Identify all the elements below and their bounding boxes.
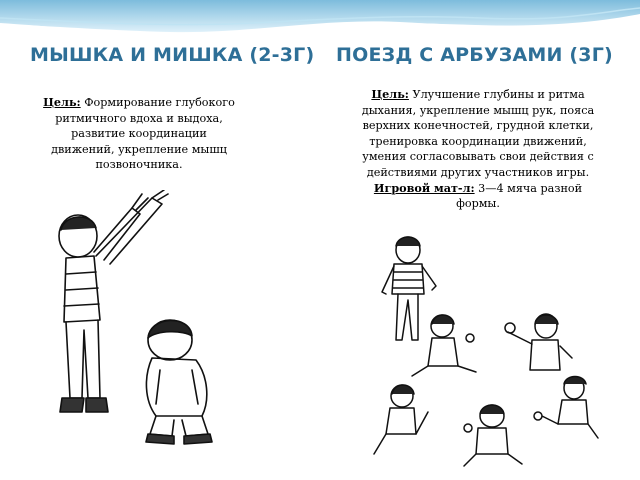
header-banner	[0, 0, 640, 40]
left-goal-text: Формирование глубокого ритмичного вдоха и выдоха, развитие координации движений, укрепление мышц позвоночника.	[51, 96, 235, 172]
right-material-label: Игровой мат-л:	[373, 180, 475, 195]
right-material-text: 3—4 мяча разной формы.	[456, 181, 583, 211]
standing-girl-figure	[382, 237, 436, 340]
standing-child-figure	[59, 190, 168, 412]
squatting-child-figure	[146, 320, 212, 444]
melon-train-illustration	[372, 228, 602, 472]
mouse-bear-illustration	[52, 190, 230, 452]
sitting-child-figure-3	[374, 385, 428, 454]
right-goal	[356, 87, 600, 181]
left-goal-paragraph	[40, 95, 238, 173]
right-goal-label: Цель:	[371, 87, 409, 101]
left-title: МЫШКА И МИШКА (2-3Г)	[30, 44, 315, 66]
sitting-child-figure-4	[464, 405, 522, 466]
sitting-child-figure-5	[534, 377, 598, 439]
right-title: ПОЕЗД С АРБУЗАМИ (3Г)	[336, 44, 613, 66]
right-material	[356, 181, 600, 212]
right-goal-text: Улучшение глубины и ритма дыхания, укрепление мышц рук, пояса верхних конечностей, грудной клетки, тренировка координации движений, умения согласовывать свои действия с действиями других участников игры.	[361, 88, 595, 179]
right-goal-paragraph	[356, 87, 600, 212]
sitting-child-figure-2	[505, 314, 572, 370]
sitting-child-figure-1	[412, 315, 476, 376]
left-goal-label: Цель:	[43, 95, 81, 109]
